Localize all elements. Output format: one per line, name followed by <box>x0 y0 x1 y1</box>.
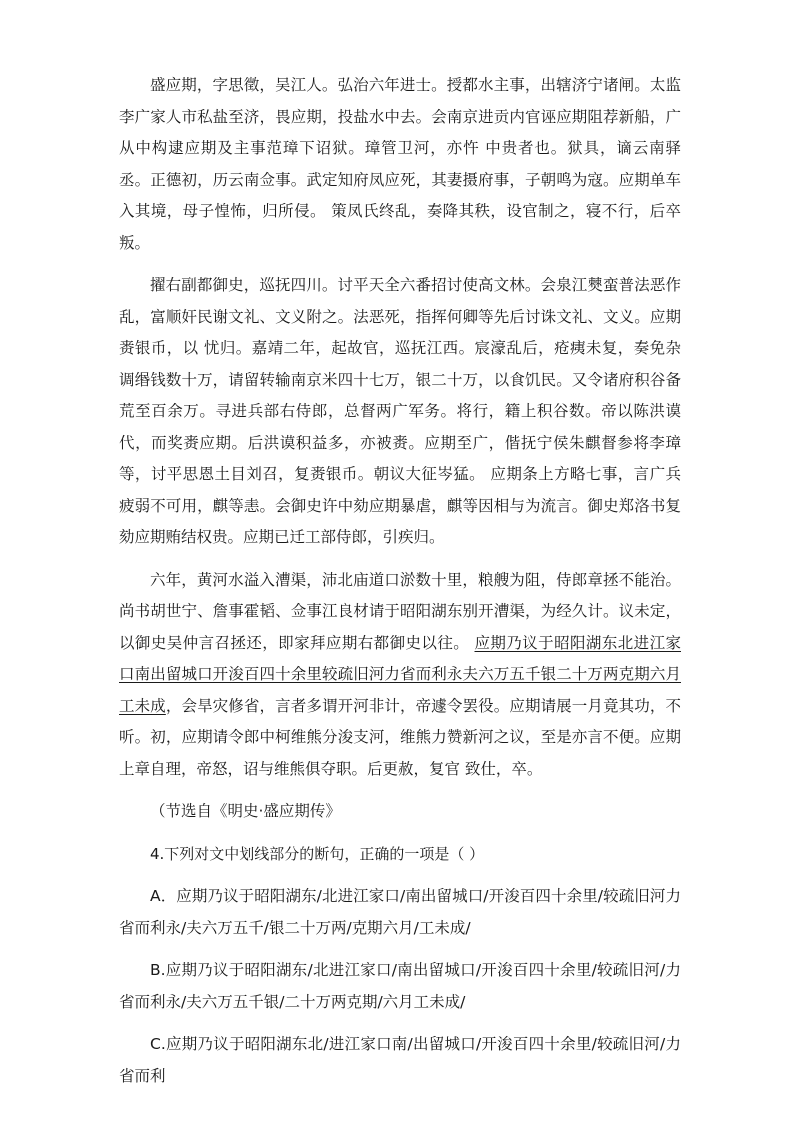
option-b: B.应期乃议于昭阳湖东/北进江家口/南出留城口/开浚百四十余里/较疏旧河/力省而利永/夫六万五千银/二十万两克期/六月工未成/ <box>119 961 681 1011</box>
passage-paragraph-1 <box>119 70 681 259</box>
option-a: A．应期乃议于昭阳湖东/北进江家口/南出留城口/开浚百四十余里/较疏旧河力省而利永/夫六万五千/银二十万两/克期六月/工未成/ <box>119 887 681 937</box>
option-c: C.应期乃议于昭阳湖东北/进江家口南/出留城口/开浚百四十余里/较疏旧河/力省而利 <box>119 1035 681 1085</box>
passage-paragraph-3-text-before: 六年，黄河水溢入漕渠，沛北庙道口淤数十里，粮艘为阻，侍郎章拯不能治。尚书胡世宁、詹事霍韬、佥事江良材请于昭阳湖东别开漕渠，为经久计。议未定，以御史吴仲言召拯还，即家拜应期右都御史以往。 <box>119 570 681 652</box>
passage-paragraph-2-text: 擢右副都御史，巡抚四川。讨平天全六番招讨使高文林。会泉江僰蛮普法恶作乱，富顺奸民谢文礼、文义附之。法恶死，指挥何卿等先后讨诛文礼、文义。应期赉银币，以 忧归。嘉靖二年，起故官，巡抚江西。宸濠乱后，疮痍未复，奏免杂调缗钱数十万，请留转输南京米四十七万，银二十万，以食饥民。又令诸府积谷备荒至百余万。寻进兵部右侍郎，总督两广军务。将行，籍上积谷数。帝以陈洪谟代，而奖赉应期。后洪谟积益多，亦被赉。应期至广，偕抚宁侯朱麒督参将李璋等，讨平思恩土目刘召，复赉银币。朝议大征岑猛。 应期条上方略七事，言广兵疲弱不可用，麒等恚。会御史许中劾应期暴虐，麒等因相与为流言。御史郑洛书复劾应期贿结权贵。应期已迁工部侍郎，引疾归。 <box>119 276 681 546</box>
passage-paragraph-3-text-after: ，会旱灾修省，言者多谓开河非计，帝遽令罢役。应期请展一月竟其功，不听。初，应期请令郎中柯维熊分浚支河，维熊力赞新河之议，至是亦言不便。应期上章自理，帝怒，诏与维熊俱夺职。后更赦，复官 致仕，卒。 <box>119 696 681 778</box>
question-stem: 4.下列对文中划线部分的断句，正确的一项是（ ） <box>150 844 485 863</box>
source-citation: （节选自《明史·盛应期传》 <box>150 802 341 820</box>
underlined-sentence: 应期乃议于昭阳湖东北进江家口南出留城口开浚百四十余里较疏旧河力省而利永夫六万五千银二十万两克期六月工未成 <box>119 633 681 715</box>
passage-paragraph-3 <box>119 565 681 786</box>
document-content <box>119 70 681 1103</box>
passage-paragraph-2 <box>119 270 681 554</box>
passage-paragraph-1-text: 盛应期，字思徵，吴江人。弘治六年进士。授都水主事，出辖济宁诸闸。太监李广家人市私盐至济，畏应期，投盐水中去。会南京进贡内官诬应期阻荐新船，广从中构逮应期及主事范璋下诏狱。璋管卫河，亦忤 中贵者也。狱具，谪云南驿丞。正德初，历云南佥事。武定知府凤应死，其妻摄府事，子朝鸣为寇。应期单车入其境，母子惶怖，归所侵。 策凤氏终乱，奏降其秩，设官制之，寝不行，后卒叛。 <box>119 76 681 252</box>
